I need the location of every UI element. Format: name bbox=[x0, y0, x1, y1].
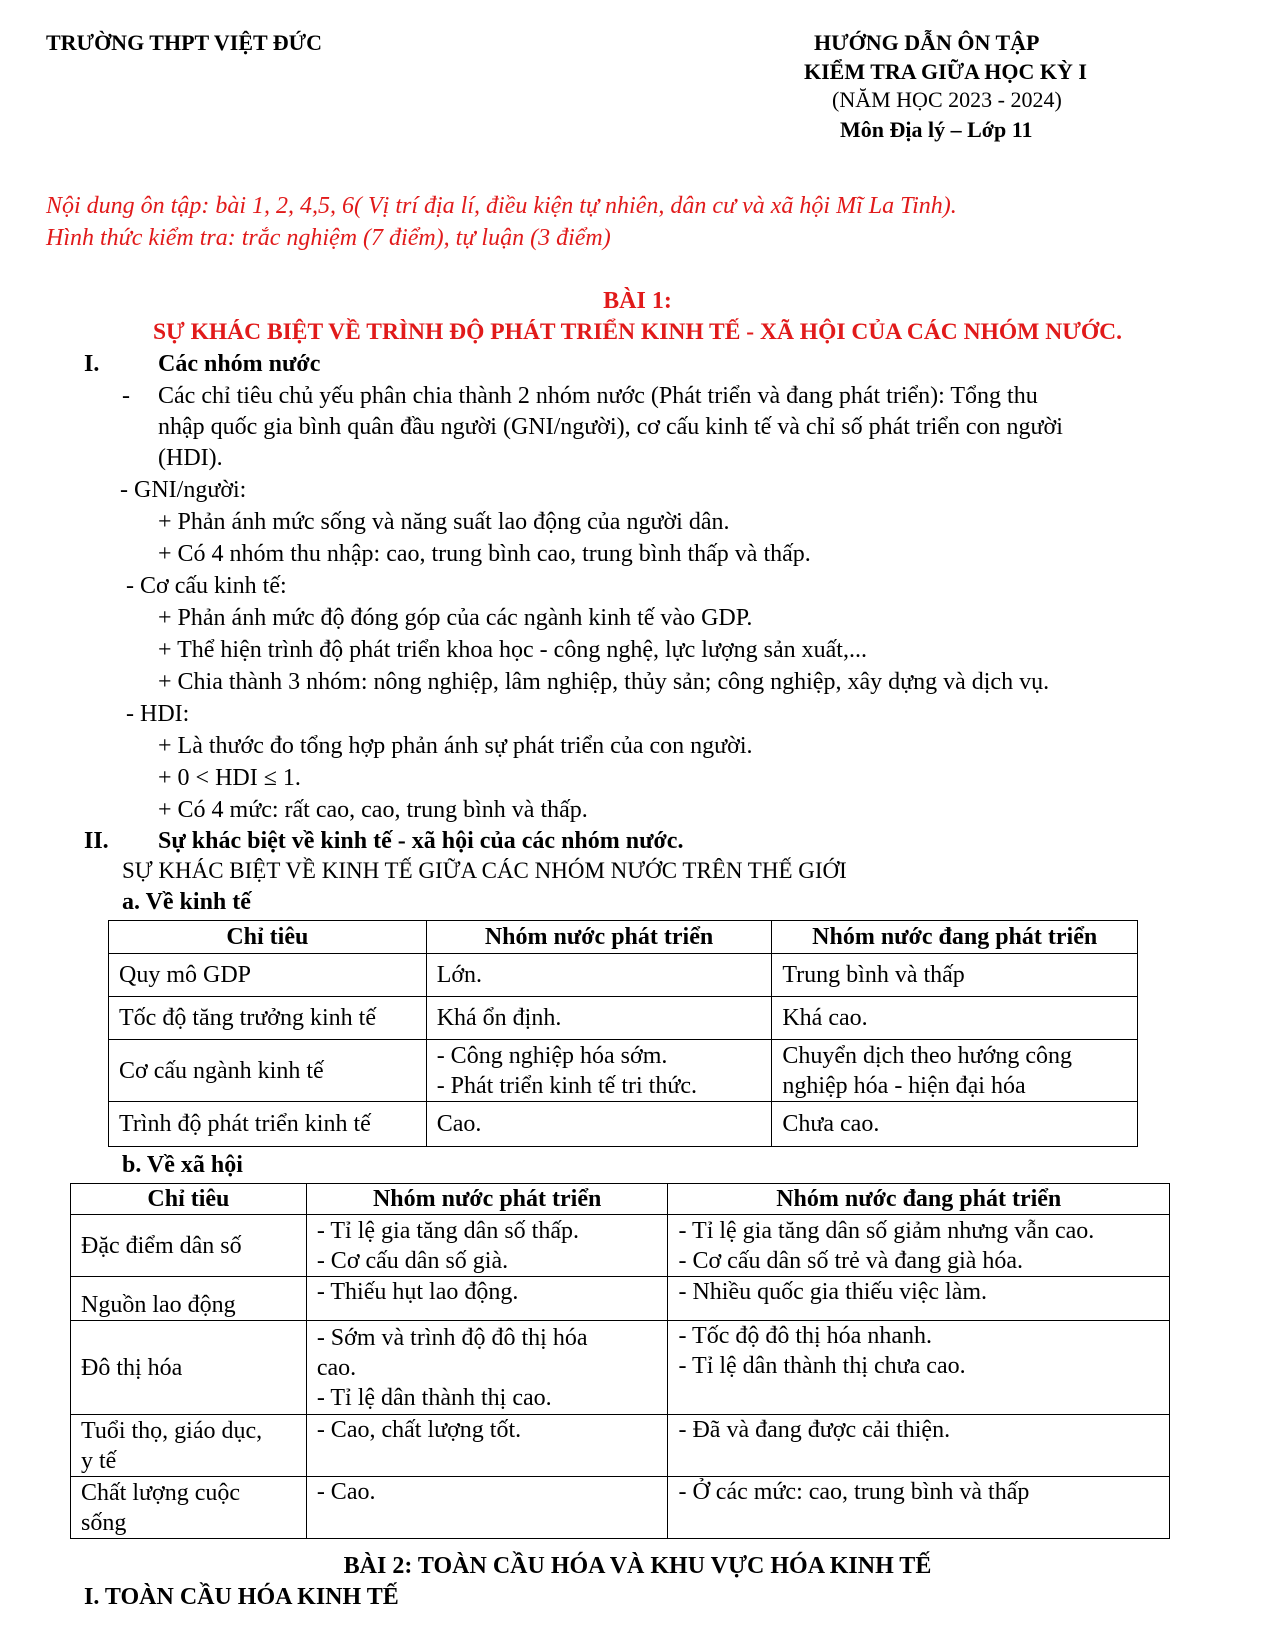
section2-caption: SỰ KHÁC BIỆT VỀ KINH TẾ GIỮA CÁC NHÓM NƯỚC TRÊN THẾ GIỚI bbox=[122, 858, 847, 883]
exam-title: KIỂM TRA GIỮA HỌC KỲ I bbox=[804, 59, 1087, 84]
table-row bbox=[109, 954, 1138, 997]
table-cell: Chưa cao. bbox=[772, 1102, 1138, 1147]
section2-title: Sự khác biệt về kinh tế - xã hội của các nhóm nước. bbox=[158, 828, 684, 854]
header-cell: Nhóm nước phát triển bbox=[426, 921, 772, 954]
header-cell: Nhóm nước phát triển bbox=[306, 1184, 668, 1215]
cell-line: Chất lượng cuộc bbox=[81, 1479, 240, 1506]
table-cell bbox=[426, 1040, 772, 1102]
criteria-line-1: Các chỉ tiêu chủ yếu phân chia thành 2 nhóm nước (Phát triển và đang phát triển): Tổng thu bbox=[158, 383, 1038, 409]
table-cell: - Cao, chất lượng tốt. bbox=[306, 1415, 668, 1477]
economy-heading: a. Về kinh tế bbox=[122, 889, 251, 915]
cell-line: - Tỉ lệ gia tăng dân số giảm nhưng vẫn cao. bbox=[678, 1217, 1095, 1244]
table-cell bbox=[71, 1477, 307, 1539]
hdi-heading: - HDI: bbox=[126, 701, 190, 727]
table-cell bbox=[668, 1215, 1170, 1277]
subject-line: Môn Địa lý – Lớp 11 bbox=[840, 117, 1033, 142]
gni-item: + Có 4 nhóm thu nhập: cao, trung bình cao, trung bình thấp và thấp. bbox=[158, 541, 811, 567]
table-row bbox=[71, 1477, 1170, 1539]
table-cell: Tốc độ tăng trưởng kinh tế bbox=[109, 997, 427, 1040]
table-row bbox=[109, 1102, 1138, 1147]
table-row bbox=[71, 1215, 1170, 1277]
criteria-line-3: (HDI). bbox=[158, 445, 223, 471]
table-cell: Đô thị hóa bbox=[71, 1321, 307, 1415]
table-row bbox=[109, 1040, 1138, 1102]
cell-line: y tế bbox=[81, 1447, 117, 1474]
section1-number: I. bbox=[84, 351, 100, 377]
cell-line: - Tỉ lệ gia tăng dân số thấp. bbox=[316, 1217, 579, 1244]
gni-heading: - GNI/người: bbox=[120, 477, 247, 503]
cell-line: Tuổi thọ, giáo dục, bbox=[81, 1417, 263, 1444]
school-name: TRƯỜNG THPT VIỆT ĐỨC bbox=[46, 30, 323, 55]
table-cell: Cơ cấu ngành kinh tế bbox=[109, 1040, 427, 1102]
table-cell bbox=[306, 1321, 668, 1415]
lesson1-title: SỰ KHÁC BIỆT VỀ TRÌNH ĐỘ PHÁT TRIỂN KINH TẾ - XÃ HỘI CỦA CÁC NHÓM NƯỚC. bbox=[152, 319, 1123, 345]
table-cell: - Thiếu hụt lao động. bbox=[306, 1277, 668, 1321]
table-header-row bbox=[71, 1184, 1170, 1215]
header-cell: Nhóm nước đang phát triển bbox=[668, 1184, 1170, 1215]
table-cell: - Cao. bbox=[306, 1477, 668, 1539]
table-row bbox=[71, 1321, 1170, 1415]
structure-item: + Chia thành 3 nhóm: nông nghiệp, lâm nghiệp, thủy sản; công nghiệp, xây dựng và dịch vụ. bbox=[158, 669, 1050, 695]
table-cell: - Ở các mức: cao, trung bình và thấp bbox=[668, 1477, 1170, 1539]
criteria-line-2: nhập quốc gia bình quân đầu người (GNI/người), cơ cấu kinh tế và chỉ số phát triển con người bbox=[158, 414, 1063, 440]
structure-item: + Phản ánh mức độ đóng góp của các ngành kinh tế vào GDP. bbox=[158, 605, 753, 631]
table-cell: Trung bình và thấp bbox=[772, 954, 1138, 997]
structure-item: + Thể hiện trình độ phát triển khoa học - công nghệ, lực lượng sản xuất,... bbox=[158, 637, 867, 663]
section1-title: Các nhóm nước bbox=[158, 351, 321, 377]
table-cell bbox=[668, 1321, 1170, 1415]
table-row bbox=[71, 1415, 1170, 1477]
economy-table bbox=[108, 920, 1138, 1147]
lesson1-label: BÀI 1: bbox=[603, 288, 672, 314]
criteria-dash: - bbox=[122, 383, 130, 409]
society-heading: b. Về xã hội bbox=[122, 1152, 243, 1178]
table-cell: Cao. bbox=[426, 1102, 772, 1147]
cell-line: - Cơ cấu dân số trẻ và đang già hóa. bbox=[678, 1247, 1024, 1274]
section2-number: II. bbox=[84, 828, 109, 854]
table-cell: Đặc điểm dân số bbox=[71, 1215, 307, 1277]
gni-item: + Phản ánh mức sống và năng suất lao động của người dân. bbox=[158, 509, 730, 535]
cell-line: nghiệp hóa - hiện đại hóa bbox=[782, 1072, 1026, 1099]
table-cell bbox=[306, 1215, 668, 1277]
table-cell: - Nhiều quốc gia thiếu việc làm. bbox=[668, 1277, 1170, 1321]
cell-line: sống bbox=[81, 1509, 127, 1536]
hdi-item: + Có 4 mức: rất cao, cao, trung bình và thấp. bbox=[158, 797, 588, 823]
guide-title: HƯỚNG DẪN ÔN TẬP bbox=[814, 30, 1040, 55]
hdi-item: + 0 < HDI ≤ 1. bbox=[158, 765, 301, 791]
header-cell: Nhóm nước đang phát triển bbox=[772, 921, 1138, 954]
exam-format: Hình thức kiểm tra: trắc nghiệm (7 điểm), tự luận (3 điểm) bbox=[46, 225, 611, 251]
cell-line: cao. bbox=[316, 1354, 357, 1381]
society-table bbox=[70, 1183, 1170, 1539]
table-cell: Lớn. bbox=[426, 954, 772, 997]
cell-line: - Cơ cấu dân số già. bbox=[316, 1247, 509, 1274]
lesson2-section1: I. TOÀN CẦU HÓA KINH TẾ bbox=[84, 1584, 399, 1610]
table-row bbox=[109, 997, 1138, 1040]
lesson2-title: BÀI 2: TOÀN CẦU HÓA VÀ KHU VỰC HÓA KINH TẾ bbox=[343, 1553, 932, 1579]
table-cell bbox=[71, 1415, 307, 1477]
structure-heading: - Cơ cấu kinh tế: bbox=[126, 573, 287, 599]
header-cell: Chỉ tiêu bbox=[109, 921, 427, 954]
table-cell: - Đã và đang được cải thiện. bbox=[668, 1415, 1170, 1477]
school-year: (NĂM HỌC 2023 - 2024) bbox=[832, 87, 1062, 112]
hdi-item: + Là thước đo tổng hợp phản ánh sự phát triển của con người. bbox=[158, 733, 753, 759]
review-content: Nội dung ôn tập: bài 1, 2, 4,5, 6( Vị trí địa lí, điều kiện tự nhiên, dân cư và xã hội Mĩ La Tinh). bbox=[46, 193, 957, 219]
table-cell: Trình độ phát triển kinh tế bbox=[109, 1102, 427, 1147]
cell-line: - Sớm và trình độ đô thị hóa bbox=[316, 1324, 588, 1351]
cell-line: - Phát triển kinh tế tri thức. bbox=[436, 1072, 697, 1099]
table-cell: Khá ổn định. bbox=[426, 997, 772, 1040]
cell-line: Chuyển dịch theo hướng công bbox=[782, 1042, 1072, 1069]
table-cell: Quy mô GDP bbox=[109, 954, 427, 997]
table-header-row bbox=[109, 921, 1138, 954]
table-cell: Nguồn lao động bbox=[71, 1277, 307, 1321]
table-cell bbox=[772, 1040, 1138, 1102]
cell-line: - Tỉ lệ dân thành thị chưa cao. bbox=[678, 1353, 966, 1379]
cell-line: - Tỉ lệ dân thành thị cao. bbox=[316, 1384, 552, 1411]
cell-line: - Công nghiệp hóa sớm. bbox=[436, 1042, 668, 1069]
cell-line: - Tốc độ đô thị hóa nhanh. bbox=[678, 1323, 932, 1349]
table-row bbox=[71, 1277, 1170, 1321]
table-cell: Khá cao. bbox=[772, 997, 1138, 1040]
header-cell: Chỉ tiêu bbox=[71, 1184, 307, 1215]
